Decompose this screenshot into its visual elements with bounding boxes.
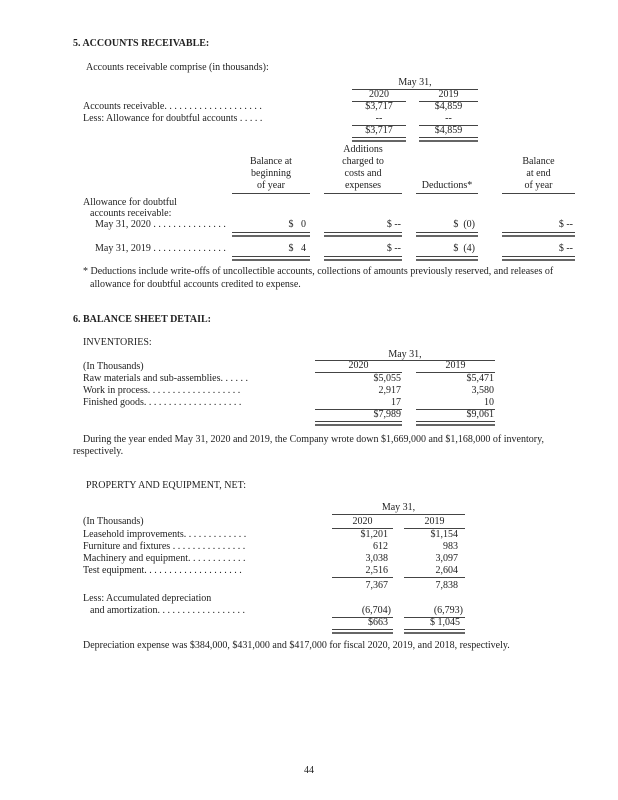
ppe-value: $1,201 — [360, 529, 388, 540]
ppe-subtotal: 7,838 — [435, 580, 458, 591]
allowance-value: $ 0 — [288, 219, 306, 230]
double-rule — [332, 629, 393, 634]
ppe-row-label: Furniture and fixtures . . . . . . . . . . . . . . . — [83, 541, 246, 552]
allowance-value: $ -- — [558, 219, 573, 230]
ppe-title: PROPERTY AND EQUIPMENT, NET: — [86, 480, 247, 491]
divider — [332, 514, 465, 515]
ppe-value: 3,097 — [435, 553, 458, 564]
col-header: costs and — [344, 168, 382, 179]
divider — [502, 193, 575, 194]
col-header: at end — [526, 168, 551, 179]
ppe-year: 2020 — [352, 516, 373, 527]
divider — [416, 193, 478, 194]
divider — [332, 577, 393, 578]
inv-total: $7,989 — [373, 409, 401, 420]
double-rule — [324, 232, 402, 237]
footnote: * Deductions include write-offs of uncollectible accounts, collections of amounts previously reserved, and releases of — [83, 266, 554, 277]
section-heading-balance-sheet: 6. BALANCE SHEET DETAIL: — [73, 314, 211, 325]
double-rule — [419, 137, 478, 142]
ar-value: $4,859 — [434, 101, 463, 112]
ar-row-label: Less: Allowance for doubtful accounts . . . . . — [83, 113, 263, 124]
double-rule — [232, 232, 310, 237]
ppe-value: 2,604 — [435, 565, 458, 576]
inv-row-label: Raw materials and sub-assemblies. . . . . . — [83, 373, 248, 384]
allowance-value: $ (0) — [453, 219, 475, 230]
double-rule — [315, 421, 402, 426]
double-rule — [232, 256, 310, 261]
ppe-less-value: (6,704) — [361, 605, 391, 616]
inv-value: 3,580 — [471, 385, 494, 396]
ppe-year: 2019 — [424, 516, 445, 527]
allowance-label: accounts receivable: — [90, 208, 172, 219]
double-rule — [416, 232, 478, 237]
inv-value: $5,055 — [373, 373, 401, 384]
col-header: expenses — [344, 180, 382, 191]
double-rule — [352, 137, 406, 142]
double-rule — [404, 629, 465, 634]
depreciation-note: Depreciation expense was $384,000, $431,000 and $417,000 for fiscal 2020, 2019, and 2018, respectively. — [83, 640, 510, 651]
double-rule — [502, 256, 575, 261]
ppe-value: $1,154 — [430, 529, 458, 540]
ar-value: -- — [375, 113, 383, 124]
col-header: Additions — [343, 144, 383, 155]
ar-period: May 31, — [398, 77, 432, 88]
inv-year: 2019 — [445, 360, 466, 371]
ar-total: $3,717 — [365, 125, 393, 136]
divider — [324, 193, 402, 194]
allowance-row-label: May 31, 2019 . . . . . . . . . . . . . . . — [95, 243, 226, 254]
allowance-value: $ -- — [386, 243, 401, 254]
inv-year: 2020 — [348, 360, 369, 371]
col-header: beginning — [251, 168, 291, 179]
allowance-value: $ -- — [386, 219, 401, 230]
ppe-less-value: (6,793) — [433, 605, 463, 616]
inv-units: (In Thousands) — [83, 361, 144, 372]
inv-period: May 31, — [388, 349, 422, 360]
divider — [404, 577, 465, 578]
inventory-note: respectively. — [73, 446, 124, 457]
ppe-value: 2,516 — [365, 565, 388, 576]
footnote: allowance for doubtful accounts credited to expense. — [90, 279, 301, 290]
section-heading-accounts-receivable: 5. ACCOUNTS RECEIVABLE: — [73, 38, 210, 49]
inv-value: 10 — [484, 397, 494, 408]
page-number: 44 — [304, 765, 314, 776]
ppe-value: 3,038 — [365, 553, 388, 564]
double-rule — [502, 232, 575, 237]
col-header: Deductions* — [421, 180, 473, 191]
allowance-value: $ 4 — [288, 243, 306, 254]
double-rule — [416, 256, 478, 261]
ppe-total: $663 — [368, 617, 388, 628]
ar-year-2020: 2020 — [369, 89, 389, 100]
ppe-subtotal: 7,367 — [365, 580, 388, 591]
ppe-row-label: Test equipment. . . . . . . . . . . . . . . . . . . . — [83, 565, 242, 576]
ppe-period: May 31, — [381, 502, 416, 513]
ppe-row-label: Machinery and equipment. . . . . . . . . . . . — [83, 553, 246, 564]
ppe-units: (In Thousands) — [83, 516, 144, 527]
double-rule — [416, 421, 495, 426]
col-header: Balance — [522, 156, 555, 167]
ppe-less-label: and amortization. . . . . . . . . . . . . . . . . . — [90, 605, 245, 616]
ppe-total: $ 1,045 — [430, 617, 460, 628]
inv-row-label: Finished goods. . . . . . . . . . . . . . . . . . . . — [83, 397, 242, 408]
allowance-value: $ -- — [558, 243, 573, 254]
col-header: of year — [524, 180, 553, 191]
allowance-label: Allowance for doubtful — [83, 197, 177, 208]
col-header: charged to — [342, 156, 384, 167]
col-header: Balance at — [250, 156, 292, 167]
ar-value: $3,717 — [365, 101, 393, 112]
double-rule — [324, 256, 402, 261]
ppe-value: 983 — [443, 541, 458, 552]
ppe-row-label: Leasehold improvements. . . . . . . . . . . . . — [83, 529, 247, 540]
inventories-title: INVENTORIES: — [83, 337, 152, 348]
ar-intro: Accounts receivable comprise (in thousands): — [86, 62, 269, 73]
inventory-note: During the year ended May 31, 2020 and 2019, the Company wrote down $1,669,000 and $1,168,000 of inventory, — [83, 434, 544, 445]
ar-row-label: Accounts receivable. . . . . . . . . . . . . . . . . . . . — [83, 101, 262, 112]
inv-row-label: Work in process. . . . . . . . . . . . . . . . . . . — [83, 385, 241, 396]
ar-value: -- — [445, 113, 452, 124]
allowance-row-label: May 31, 2020 . . . . . . . . . . . . . . . — [95, 219, 226, 230]
col-header: of year — [256, 180, 286, 191]
divider — [232, 193, 310, 194]
inv-value: 2,917 — [378, 385, 401, 396]
inv-total: $9,061 — [466, 409, 494, 420]
ppe-less-label: Less: Accumulated depreciation — [83, 593, 212, 604]
allowance-value: $ (4) — [453, 243, 475, 254]
ar-year-2019: 2019 — [438, 89, 459, 100]
ar-total: $4,859 — [434, 125, 463, 136]
inv-value: 17 — [391, 397, 401, 408]
inv-value: $5,471 — [466, 373, 494, 384]
ppe-value: 612 — [373, 541, 388, 552]
